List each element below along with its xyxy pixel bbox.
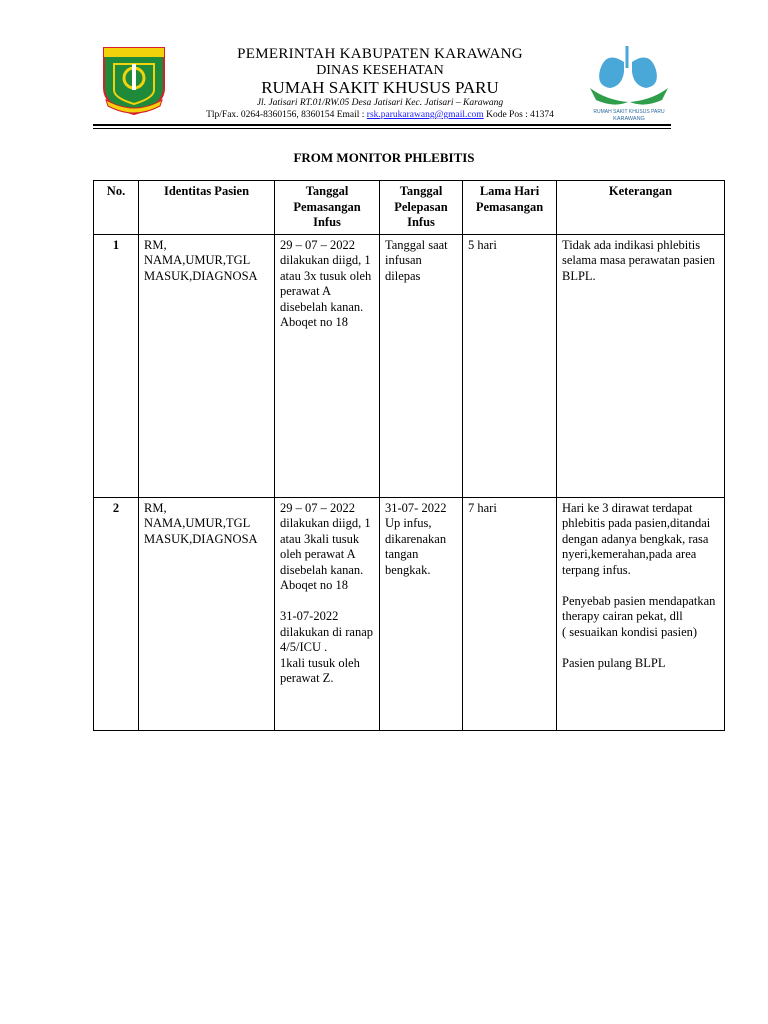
cell-lama: 7 hari — [463, 497, 557, 730]
cell-lama: 5 hari — [463, 234, 557, 497]
letterhead — [0, 0, 768, 135]
cell-no: 1 — [94, 234, 139, 497]
cell-keterangan: Tidak ada indikasi phlebitis selama masa perawatan pasien BLPL. — [557, 234, 725, 497]
svg-text:KARAWANG: KARAWANG — [613, 116, 645, 122]
contact-prefix: Tlp/Fax. 0264-8360156, 8360154 Email : — [206, 110, 367, 120]
hospital-lungs-logo-icon — [586, 40, 672, 122]
hospital-contact — [150, 109, 610, 121]
header-pelepasan: Tanggal Pelepasan Infus — [380, 181, 463, 235]
cell-keterangan: Hari ke 3 dirawat terdapat phlebitis pada pasien,ditandai dengan adanya bengkak, rasa nyeri,kemerahan,pada area terpang infus. Penyebab pasien mendapatkan therapy cairan pekat, dll ( sesuaikan kondisi pasien) Pasien pulang BLPL — [557, 497, 725, 730]
hospital-address: Jl. Jatisari RT.01/RW.05 Desa Jatisari Kec. Jatisari – Karawang — [256, 98, 504, 108]
header-keterangan: Keterangan — [557, 181, 725, 235]
cell-no: 2 — [94, 497, 139, 730]
letterhead-divider-thin — [93, 128, 671, 129]
header-lama: Lama Hari Pemasangan — [463, 181, 557, 235]
header-pemasangan: Tanggal Pemasangan Infus — [275, 181, 380, 235]
email-link[interactable]: rsk.parukarawang@gmail.com — [366, 110, 484, 120]
header-identitas: Identitas Pasien — [139, 181, 275, 235]
government-name: PEMERINTAH KABUPATEN KARAWANG — [237, 46, 523, 62]
cell-pemasangan: 29 – 07 – 2022 dilakukan diigd, 1 atau 3x tusuk oleh perawat A disebelah kanan. Aboqet no 18 — [275, 234, 380, 497]
header-no: No. — [94, 181, 139, 235]
department-name: DINAS KESEHATAN — [316, 63, 444, 78]
document-title: FROM MONITOR PHLEBITIS — [293, 150, 475, 165]
cell-identitas: RM, NAMA,UMUR,TGL MASUK,DIAGNOSA — [139, 497, 275, 730]
svg-text:RUMAH SAKIT KHUSUS PARU: RUMAH SAKIT KHUSUS PARU — [593, 109, 665, 115]
cell-pelepasan: 31-07- 2022 Up infus, dikarenakan tangan bengkak. — [380, 497, 463, 730]
table-row — [94, 234, 725, 497]
letterhead-divider — [93, 124, 671, 126]
contact-suffix: Kode Pos : 41374 — [483, 110, 554, 120]
phlebitis-monitor-table — [93, 180, 725, 731]
cell-pemasangan: 29 – 07 – 2022 dilakukan diigd, 1 atau 3kali tusuk oleh perawat A disebelah kanan. Aboqet no 18 31-07-2022 dilakukan di ranap 4/5/ICU . 1kali tusuk oleh perawat Z. — [275, 497, 380, 730]
table-header-row — [94, 181, 725, 235]
cell-pelepasan: Tanggal saat infusan dilepas — [380, 234, 463, 497]
cell-identitas: RM, NAMA,UMUR,TGL MASUK,DIAGNOSA — [139, 234, 275, 497]
table-row — [94, 497, 725, 730]
hospital-name: RUMAH SAKIT KHUSUS PARU — [261, 78, 499, 97]
